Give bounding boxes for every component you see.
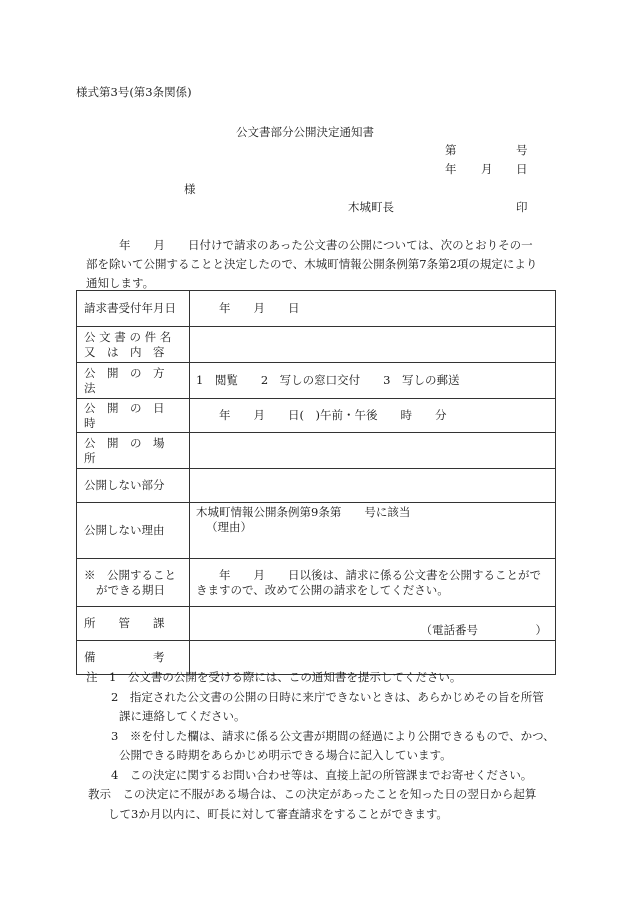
row-value-line: （理由） bbox=[206, 520, 252, 534]
row-label-line: 公 文 書 の 件 名 bbox=[84, 329, 172, 344]
table-row bbox=[77, 607, 556, 641]
addressee-suffix: 様 bbox=[184, 182, 196, 196]
row-label: 公開しない部分 bbox=[77, 469, 190, 503]
row-label-line: ※ 公開すること bbox=[84, 567, 176, 582]
note-item: 2 指定された公文書の公開の日時に来庁できないときは、あらかじめその旨を所管 bbox=[111, 689, 544, 704]
row-value-line: きますので、改めて公開の請求をしてください。 bbox=[196, 582, 449, 597]
note-item-continuation: 公開できる時期をあらかじめ明示できる場合に記入しています。 bbox=[119, 748, 452, 762]
row-label bbox=[77, 327, 190, 363]
notice-form-table bbox=[76, 290, 556, 675]
table-row bbox=[77, 363, 556, 399]
instruction-text-continuation: して3か月以内に、町長に対して審査請求をすることができます。 bbox=[108, 806, 448, 821]
note-item: 4 この決定に関するお問い合わせ等は、直接上記の所管課までお寄せください。 bbox=[111, 767, 533, 782]
note-item: 3 ※を付した欄は、請求に係る公文書が期間の経過により公開できるもので、かつ、 bbox=[111, 728, 555, 743]
row-value[interactable] bbox=[190, 327, 556, 363]
row-label: 所 管 課 bbox=[77, 607, 190, 641]
table-row bbox=[77, 291, 556, 327]
date-day-label: 日 bbox=[516, 162, 528, 176]
note-item: 注 1 公文書の公開を受ける際には、この通知書を提示してください。 bbox=[86, 670, 462, 684]
row-label-line: 又 は 内 容 bbox=[84, 344, 165, 359]
row-value-line: 木城町情報公開条例第9条第 号に該当 bbox=[196, 505, 411, 519]
row-value[interactable]: 1 閲覧 2 写しの窓口交付 3 写しの郵送 bbox=[190, 363, 556, 399]
row-label: 備 考 bbox=[77, 641, 190, 675]
row-label: 公開しない理由 bbox=[77, 503, 190, 559]
row-value[interactable] bbox=[190, 433, 556, 469]
document-title: 公文書部分公開決定通知書 bbox=[236, 125, 374, 139]
table-row bbox=[77, 433, 556, 469]
row-label: 公 開 の 方 法 bbox=[77, 363, 190, 399]
phone-number-field[interactable]: （電話番号 ） bbox=[190, 607, 556, 641]
intro-line-3: 通知します。 bbox=[86, 276, 155, 290]
notes-section bbox=[76, 668, 556, 824]
date-year-label: 年 bbox=[445, 162, 457, 176]
form-id: 様式第3号(第3条関係) bbox=[76, 85, 192, 99]
row-label: 請求書受付年月日 bbox=[77, 291, 190, 327]
table-row bbox=[77, 469, 556, 503]
note-item-continuation: 課に連絡してください。 bbox=[119, 709, 246, 723]
table-row bbox=[77, 559, 556, 607]
row-label: 公 開 の 場 所 bbox=[77, 433, 190, 469]
number-label: 第 bbox=[445, 143, 457, 157]
intro-line-1: 年 月 日付けで請求のあった公文書の公開については、次のとおりその一 bbox=[119, 238, 533, 252]
table-row bbox=[77, 327, 556, 363]
row-value[interactable]: 年 月 日 bbox=[190, 291, 556, 327]
instruction-text: 教示 この決定に不服がある場合は、この決定があったことを知った日の翌日から起算 bbox=[88, 787, 537, 801]
intro-line-2: 部を除いて公開することと決定したので、木城町情報公開条例第7条第2項の規定により bbox=[86, 257, 538, 271]
row-value[interactable] bbox=[190, 503, 556, 559]
seal-mark: 印 bbox=[516, 200, 528, 214]
table-row bbox=[77, 399, 556, 433]
table-row bbox=[77, 503, 556, 559]
row-label-line: ができる期日 bbox=[96, 582, 165, 597]
row-label bbox=[77, 559, 190, 607]
row-value-line: 年 月 日以後は、請求に係る公文書を公開することがで bbox=[196, 567, 541, 582]
row-value[interactable]: 年 月 日( )午前・午後 時 分 bbox=[190, 399, 556, 433]
issuer-name: 木城町長 bbox=[348, 200, 394, 214]
intro-paragraph bbox=[86, 236, 562, 293]
date-month-label: 月 bbox=[481, 162, 493, 176]
row-value[interactable] bbox=[190, 559, 556, 607]
row-label: 公 開 の 日 時 bbox=[77, 399, 190, 433]
number-suffix: 号 bbox=[516, 143, 528, 157]
row-value[interactable] bbox=[190, 469, 556, 503]
